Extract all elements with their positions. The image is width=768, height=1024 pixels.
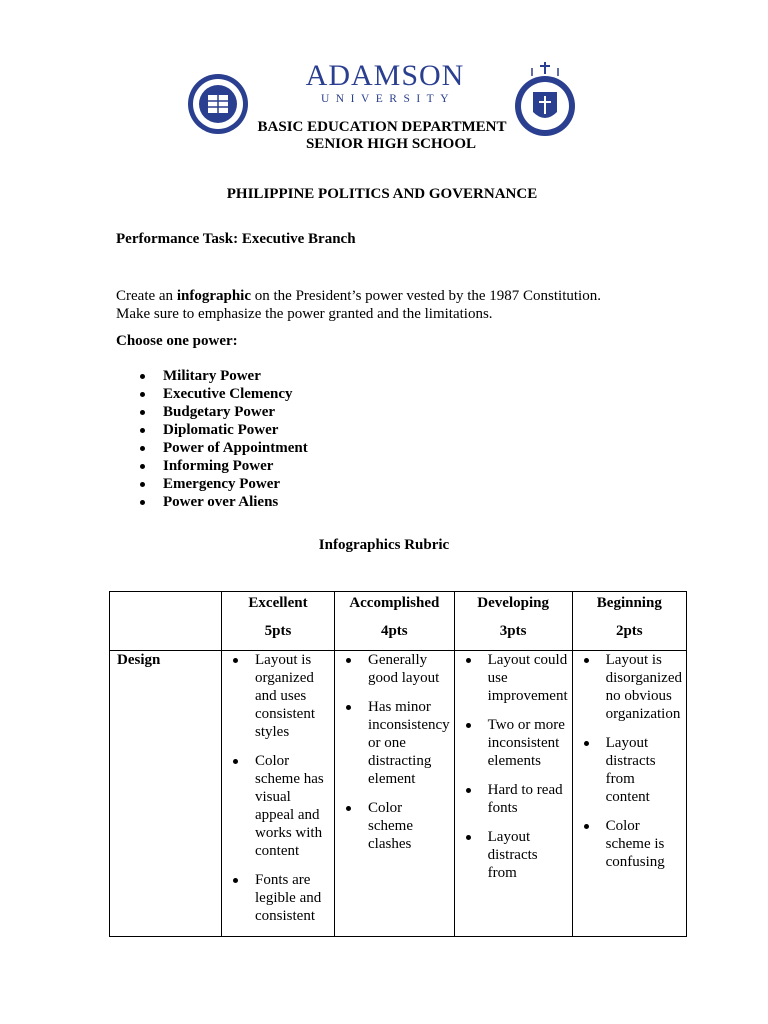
- criterion-item: Generally good layout: [335, 651, 450, 687]
- criterion-label: Design: [110, 651, 222, 937]
- rubric-cell-excellent: [222, 651, 335, 937]
- power-item: Power of Appointment: [140, 439, 308, 457]
- power-item: Military Power: [140, 367, 308, 385]
- criterion-item: Has minor inconsistency or one distracting element: [335, 698, 450, 788]
- choose-label: Choose one power:: [116, 333, 238, 349]
- level-label: Beginning: [596, 595, 662, 611]
- rubric-row-design: [110, 651, 687, 937]
- criterion-item: Color scheme clashes: [335, 799, 450, 853]
- level-points: 2pts: [615, 623, 643, 639]
- university-sub: UNIVERSITY: [321, 93, 455, 105]
- rubric-header-developing: [454, 592, 572, 651]
- task-title: Performance Task: Executive Branch: [116, 231, 356, 247]
- powers-list: [140, 367, 308, 511]
- criterion-item: Hard to read fonts: [455, 781, 568, 817]
- rubric-table: [109, 591, 687, 937]
- power-item: Budgetary Power: [140, 403, 308, 421]
- rubric-header-row: [110, 592, 687, 651]
- criterion-item: Layout distracts from content: [573, 734, 682, 806]
- instructions-line-1-pre: Create an: [116, 288, 177, 304]
- school-heading: SENIOR HIGH SCHOOL: [305, 136, 477, 152]
- instructions-bold-term: infographic: [176, 288, 251, 304]
- university-name: ADAMSON: [305, 59, 465, 92]
- criterion-item: Fonts are legible and consistent: [222, 871, 330, 925]
- instructions-line-1-post: on the President’s power vested by the 1987 Constitution.: [251, 288, 601, 304]
- instructions-line-2: Make sure to emphasize the power granted and the limitations.: [116, 306, 493, 322]
- power-item: Diplomatic Power: [140, 421, 308, 439]
- criterion-item: Layout is disorganized no obvious organization: [573, 651, 682, 723]
- rubric-cell-developing: [454, 651, 572, 937]
- criterion-item: Layout is organized and uses consistent styles: [222, 651, 330, 741]
- criterion-item: Layout distracts from: [455, 828, 568, 882]
- instructions-line-1: [116, 287, 601, 305]
- criterion-item: Color scheme is confusing: [573, 817, 682, 871]
- level-points: 3pts: [499, 623, 527, 639]
- rubric-header-excellent: [222, 592, 335, 651]
- level-points: 4pts: [380, 623, 408, 639]
- instructions-paragraph: [116, 287, 601, 323]
- power-item: Executive Clemency: [140, 385, 308, 403]
- rubric-cell-beginning: [572, 651, 686, 937]
- power-item: Informing Power: [140, 457, 308, 475]
- rubric-header-beginning: [572, 592, 686, 651]
- level-label: Excellent: [248, 595, 308, 611]
- rubric-title: Infographics Rubric: [318, 537, 450, 553]
- criterion-item: Layout could use improvement: [455, 651, 568, 705]
- criterion-item: Two or more inconsistent elements: [455, 716, 568, 770]
- rubric-header-accomplished: [335, 592, 455, 651]
- rubric-cell-accomplished: [335, 651, 455, 937]
- power-item: Emergency Power: [140, 475, 308, 493]
- subject-title: PHILIPPINE POLITICS AND GOVERNANCE: [226, 186, 538, 202]
- department-heading: BASIC EDUCATION DEPARTMENT: [257, 119, 507, 135]
- university-wordmark: [300, 60, 470, 106]
- level-points: 5pts: [264, 623, 292, 639]
- rubric-corner-cell: [110, 592, 222, 651]
- criterion-item: Color scheme has visual appeal and works with content: [222, 752, 330, 860]
- power-item: Power over Aliens: [140, 493, 308, 511]
- level-label: Accomplished: [349, 595, 440, 611]
- level-label: Developing: [477, 595, 549, 611]
